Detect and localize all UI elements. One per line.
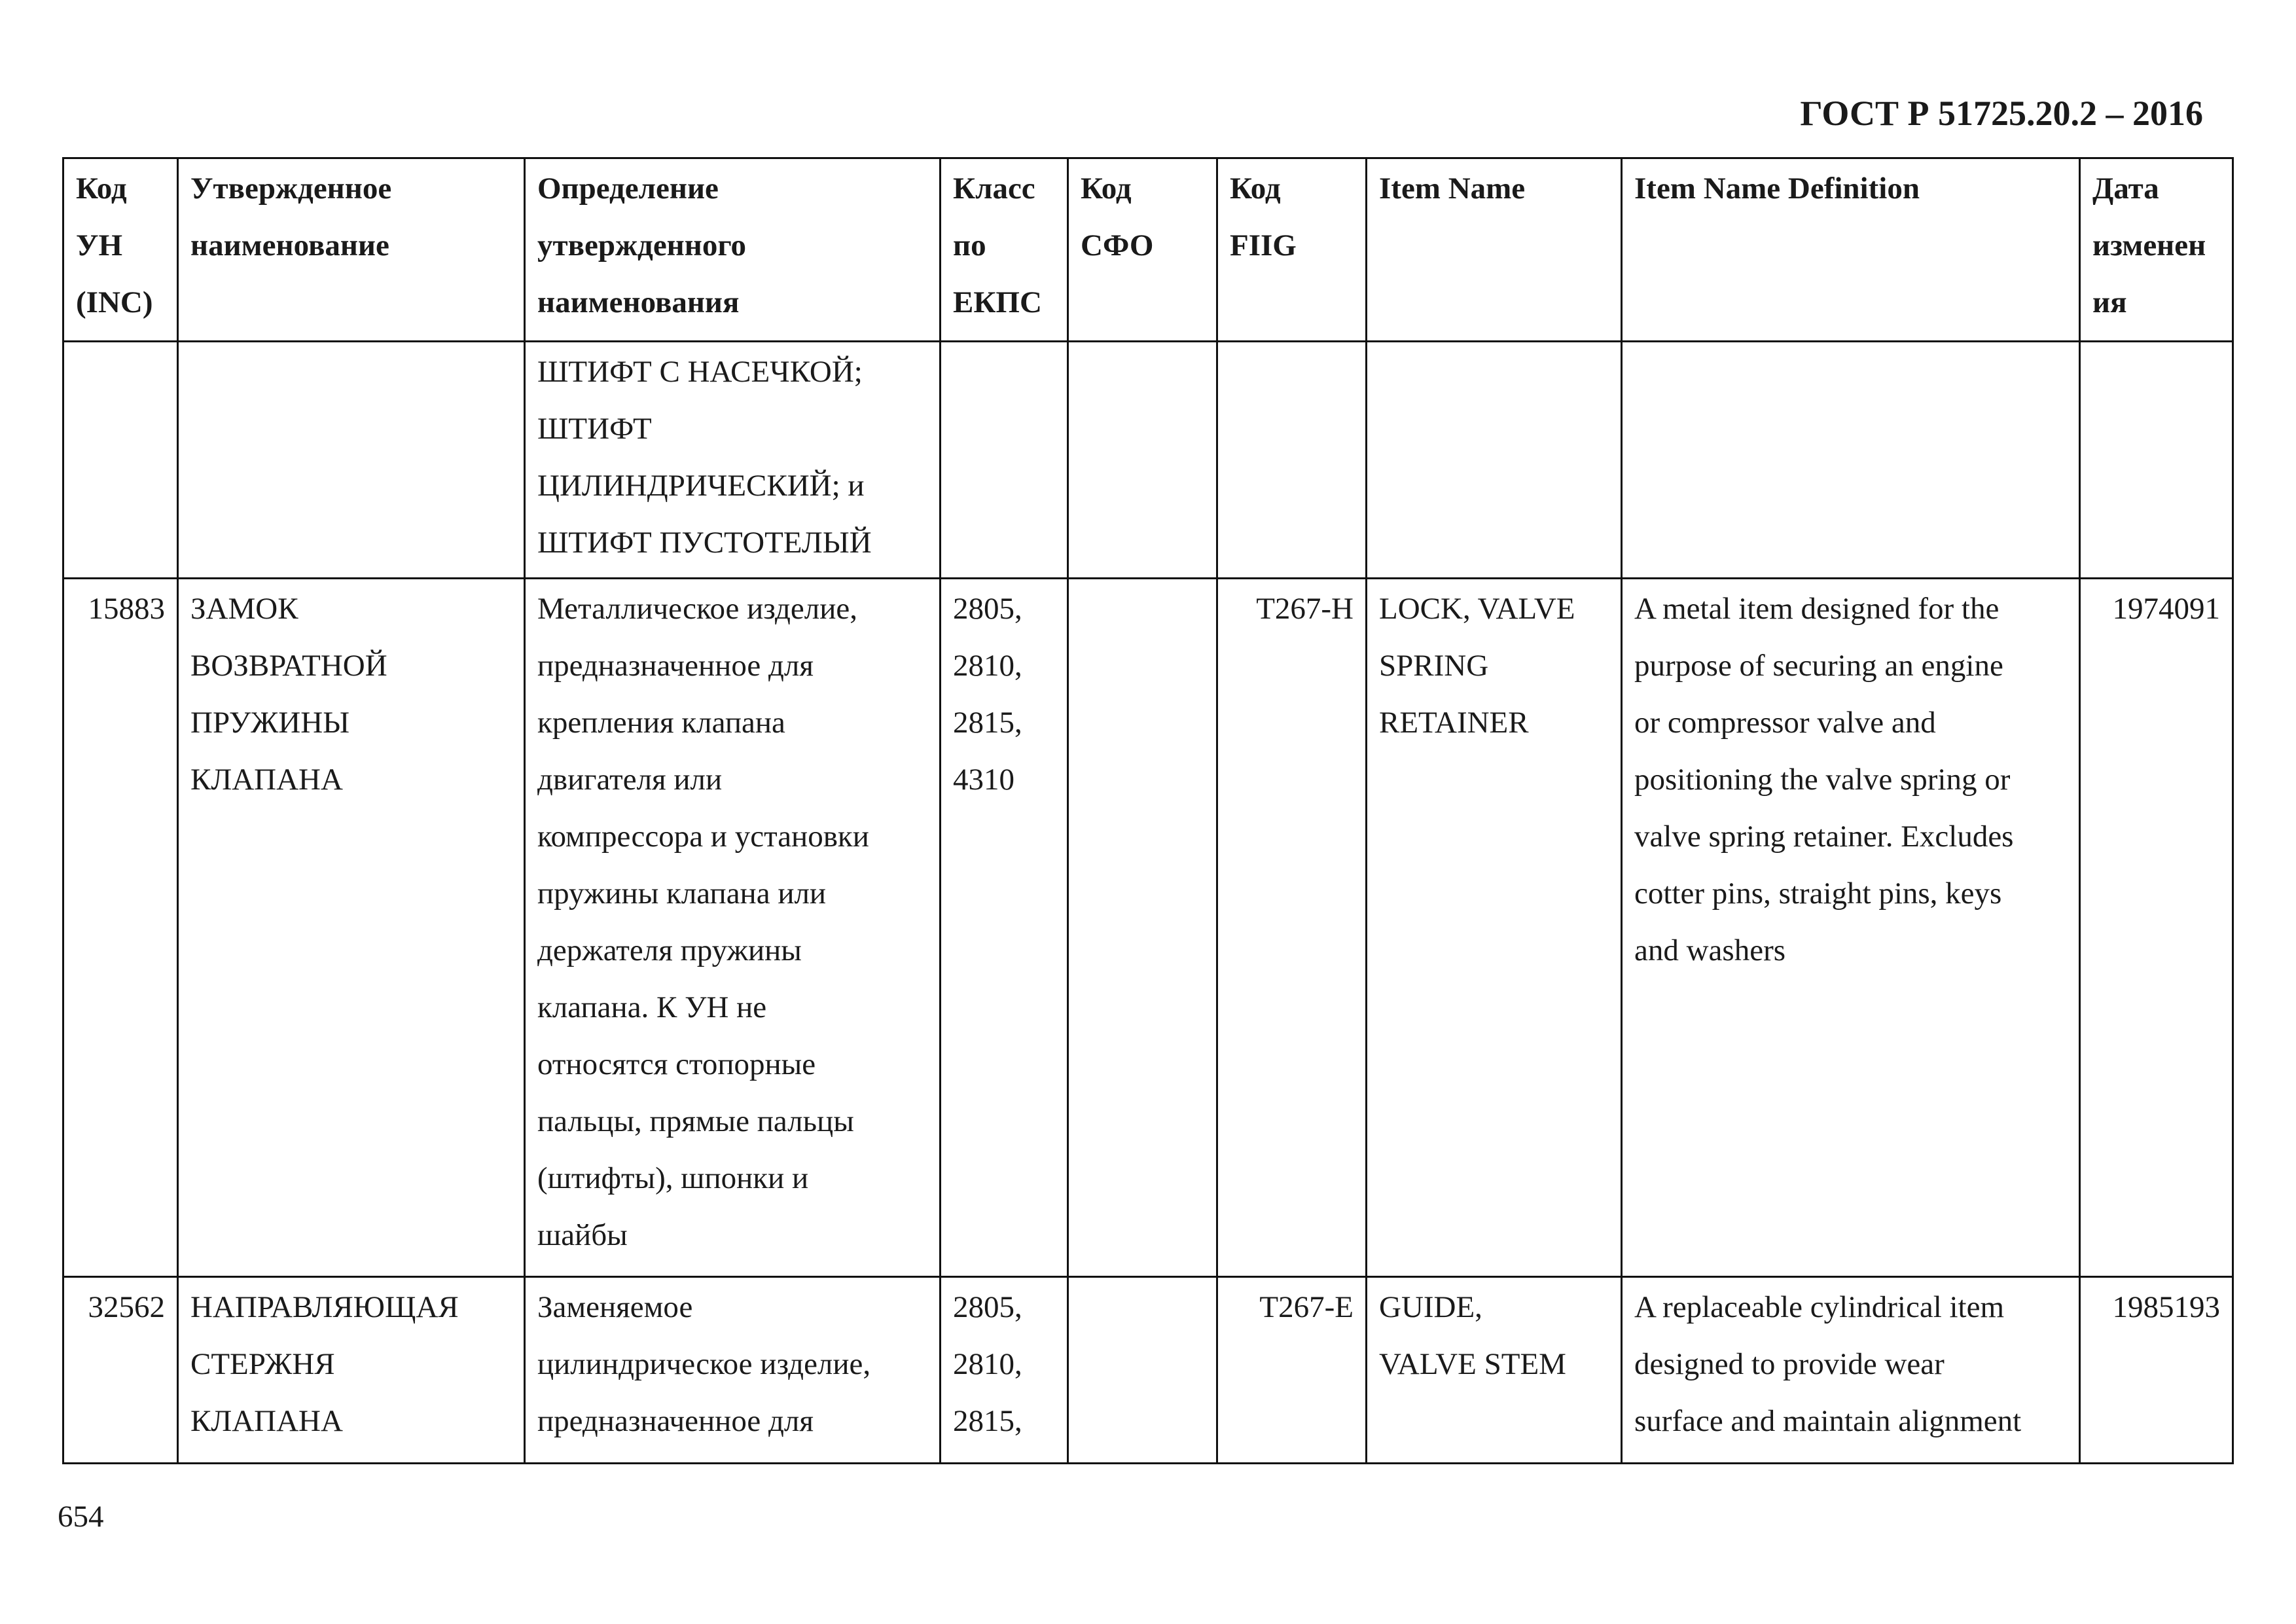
header-change-date: Дата изменен ия	[2080, 158, 2233, 342]
page-number: 654	[58, 1500, 104, 1534]
cell-change-date: 1974091	[2080, 579, 2233, 1277]
cell-sfo	[1068, 1277, 1217, 1464]
table-row-continuation	[63, 342, 2233, 579]
header-sfo: Код СФО	[1068, 158, 1217, 342]
cell-class	[941, 342, 1068, 579]
cell-definition: Металлическое изделие, предназначенное для крепления клапана двигателя или компрессора и установки пружины клапана или держателя пружины клапана. К УН не относятся стопорные пальцы, прямые пальцы (штифты), шпонки и шайбы	[525, 579, 941, 1277]
cell-fiig: T267-E	[1217, 1277, 1367, 1464]
cell-inc: 15883	[63, 579, 178, 1277]
cell-change-date: 1985193	[2080, 1277, 2233, 1464]
cell-definition: Заменяемое цилиндрическое изделие, предназначенное для	[525, 1277, 941, 1464]
header-inc: Код УН (INC)	[63, 158, 178, 342]
cell-class: 2805, 2810, 2815, 4310	[941, 579, 1068, 1277]
item-name-table	[62, 157, 2234, 1464]
cell-approved-name: ЗАМОК ВОЗВРАТНОЙ ПРУЖИНЫ КЛАПАНА	[178, 579, 525, 1277]
cell-inc: 32562	[63, 1277, 178, 1464]
cell-class: 2805, 2810, 2815,	[941, 1277, 1068, 1464]
cell-item-name	[1367, 342, 1622, 579]
cell-fiig: T267-H	[1217, 579, 1367, 1277]
header-item-name-definition: Item Name Definition	[1622, 158, 2080, 342]
cell-item-name-definition: A metal item designed for the purpose of securing an engine or compressor valve and positioning the valve spring or valve spring retainer. Excludes cotter pins, straight pins, keys and washers	[1622, 579, 2080, 1277]
table-row	[63, 579, 2233, 1277]
cell-approved-name	[178, 342, 525, 579]
cell-item-name-definition: A replaceable cylindrical item designed to provide wear surface and maintain alignment	[1622, 1277, 2080, 1464]
cell-definition: ШТИФТ С НАСЕЧКОЙ; ШТИФТ ЦИЛИНДРИЧЕСКИЙ; и ШТИФТ ПУСТОТЕЛЫЙ	[525, 342, 941, 579]
cell-item-name: LOCK, VALVE SPRING RETAINER	[1367, 579, 1622, 1277]
cell-fiig	[1217, 342, 1367, 579]
header-definition: Определение утвержденного наименования	[525, 158, 941, 342]
document-header: ГОСТ Р 51725.20.2 – 2016	[1800, 94, 2203, 133]
cell-sfo	[1068, 342, 1217, 579]
header-class: Класс по ЕКПС	[941, 158, 1068, 342]
cell-approved-name: НАПРАВЛЯЮЩАЯ СТЕРЖНЯ КЛАПАНА	[178, 1277, 525, 1464]
header-item-name: Item Name	[1367, 158, 1622, 342]
header-fiig: Код FIIG	[1217, 158, 1367, 342]
cell-item-name: GUIDE, VALVE STEM	[1367, 1277, 1622, 1464]
cell-inc	[63, 342, 178, 579]
header-approved-name: Утвержденное наименование	[178, 158, 525, 342]
table-row	[63, 1277, 2233, 1464]
table-header-row	[63, 158, 2233, 342]
cell-item-name-definition	[1622, 342, 2080, 579]
cell-change-date	[2080, 342, 2233, 579]
cell-sfo	[1068, 579, 1217, 1277]
